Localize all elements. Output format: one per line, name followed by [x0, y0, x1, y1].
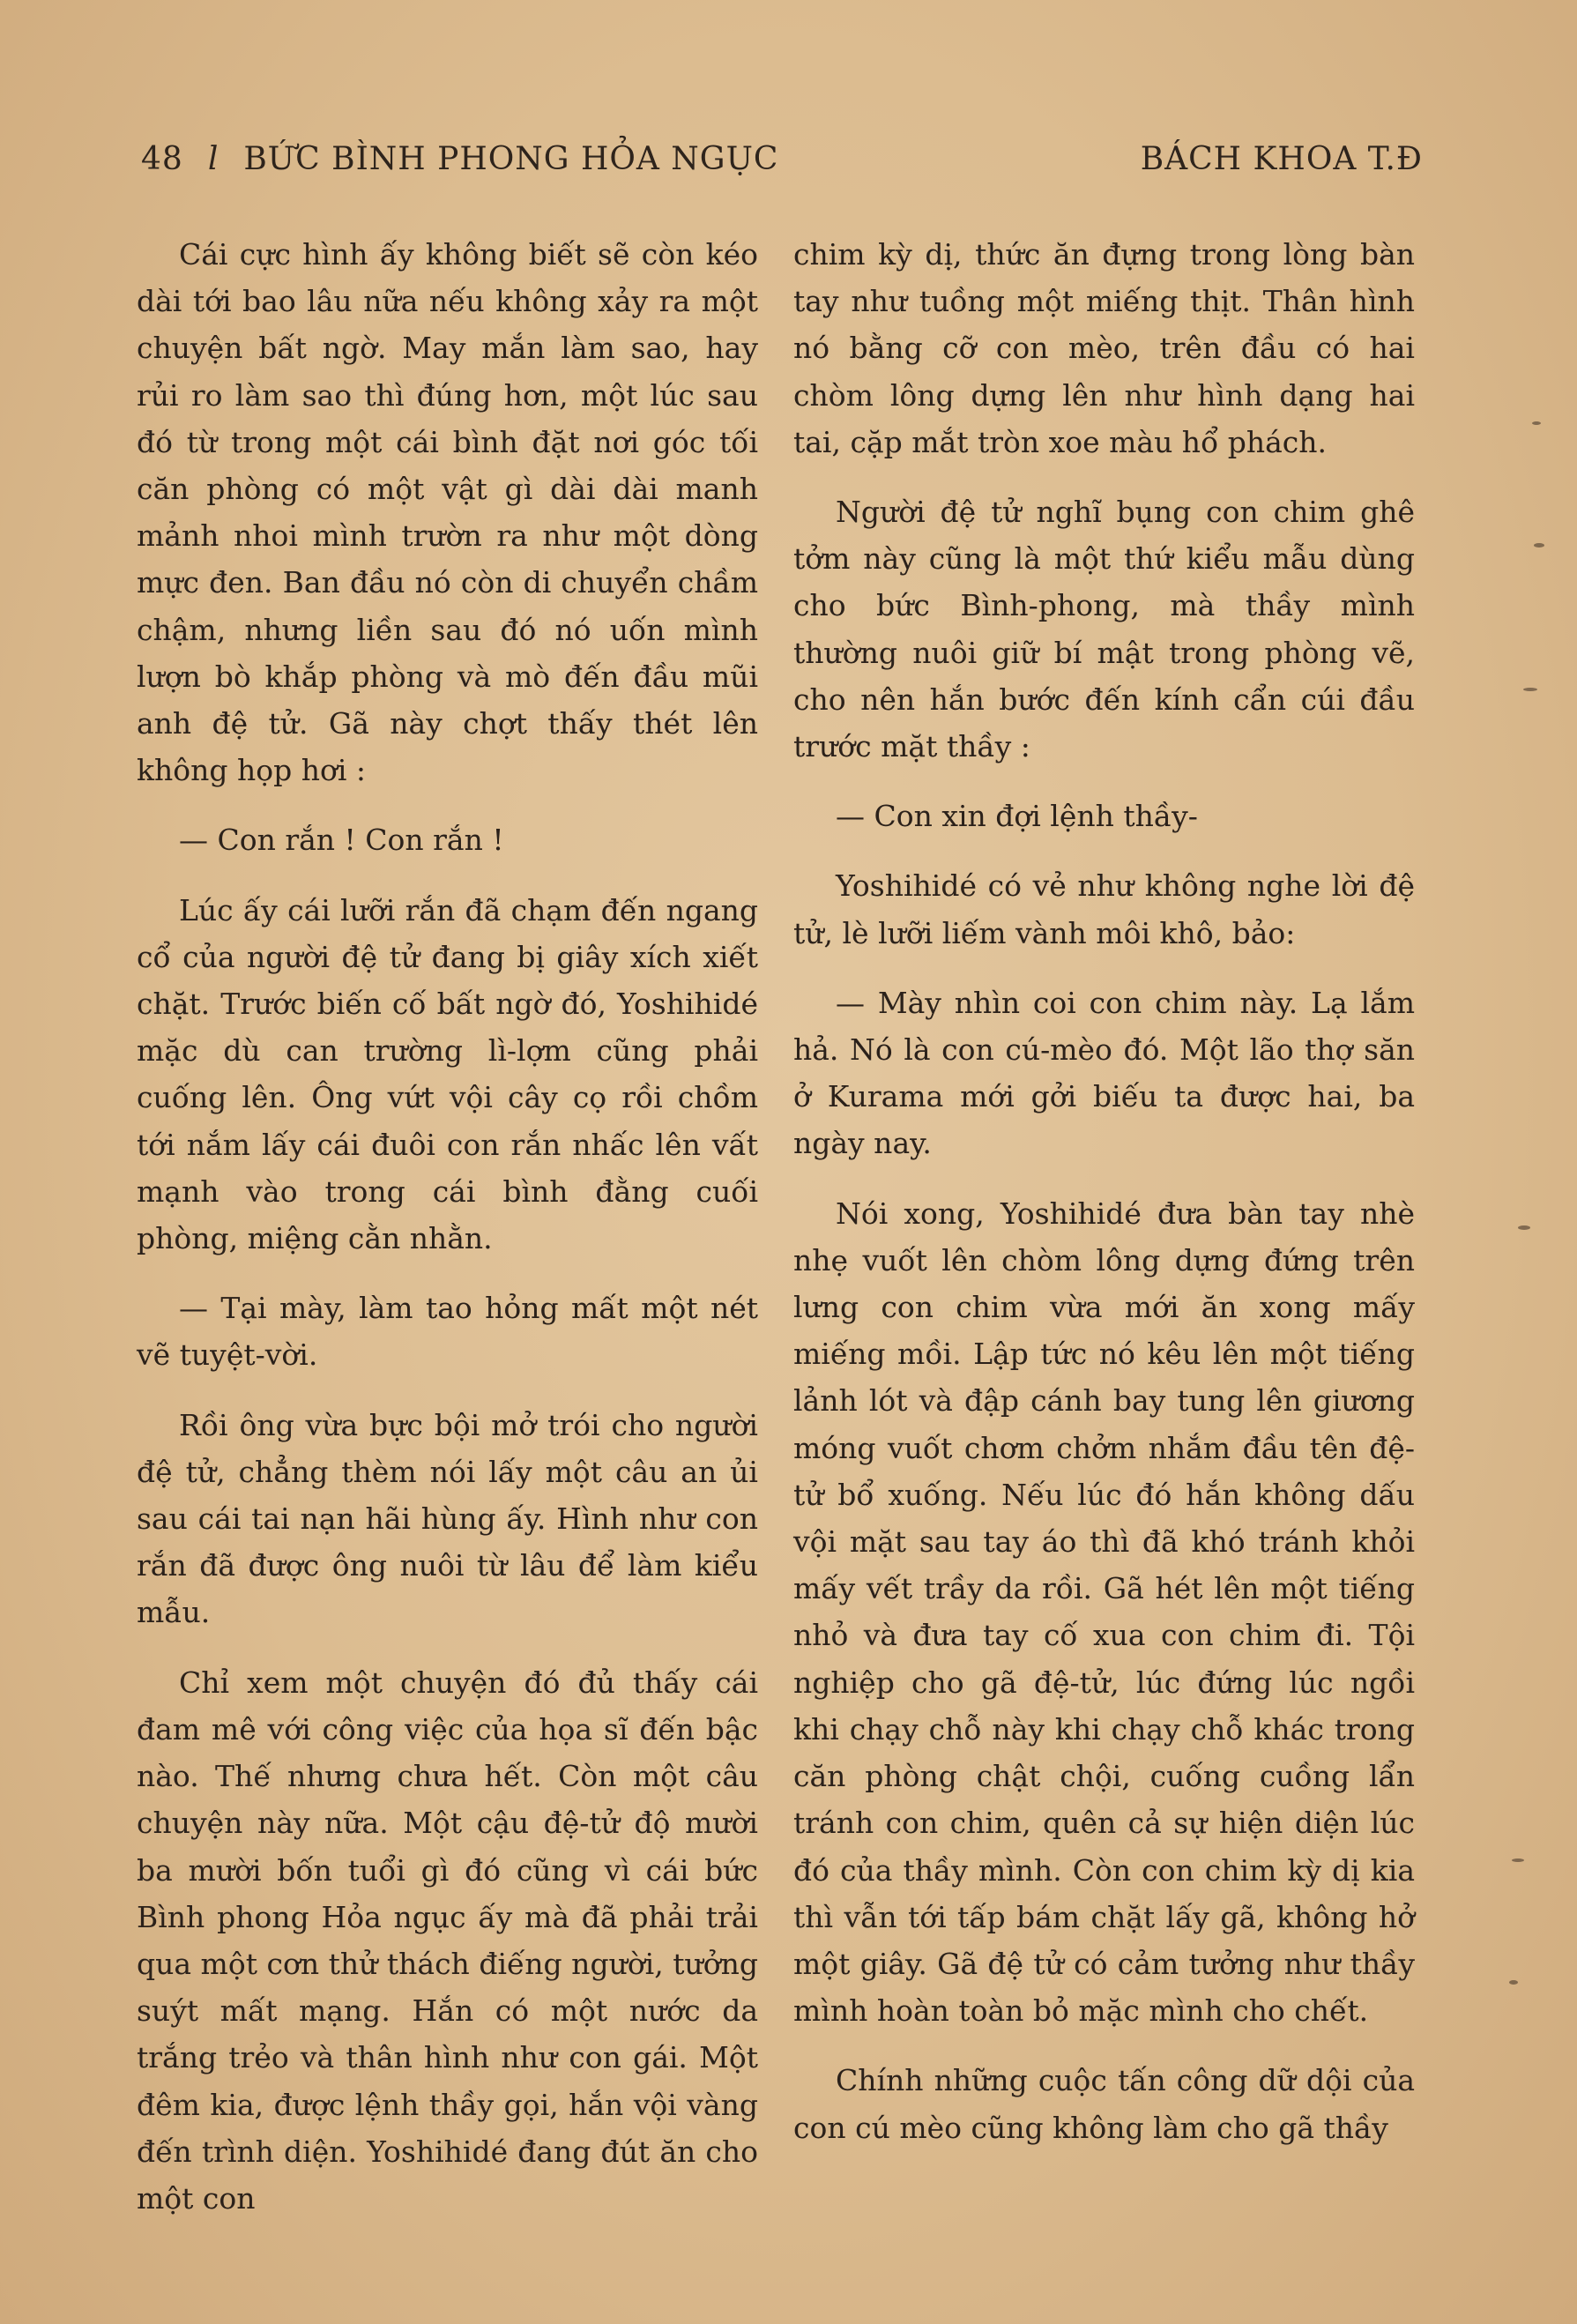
paragraph: Chính những cuộc tấn công dữ dội của con cú mèo cũng không làm cho gã thầy	[793, 2063, 1415, 2145]
running-title: BỨC BÌNH PHONG HỎA NGỤC	[243, 140, 779, 177]
dialogue-line: — Con rắn ! Con rắn !	[179, 823, 504, 858]
paper-speck	[1534, 543, 1544, 547]
page-number: 48	[141, 140, 183, 177]
paragraph: chim kỳ dị, thức ăn đựng trong lòng bàn tay như tuồng một miếng thịt. Thân hình nó bằng cỡ con mèo, trên đầu có hai chòm lông dựng lên như hình dạng hai tai, cặp mắt tròn xoe màu hổ phách.	[793, 237, 1415, 459]
right-column	[793, 231, 1415, 2151]
paper-speck	[1532, 421, 1541, 425]
header-separator: l	[207, 140, 219, 177]
page-header	[141, 132, 1423, 185]
paragraph: Người đệ tử nghĩ bụng con chim ghê tởm này cũng là một thứ kiểu mẫu dùng cho bức Bình-phong, mà thầy mình thường nuôi giữ bí mật trong phòng vẽ, cho nên hắn bước đến kính cẩn cúi đầu trước mặt thầy :	[793, 495, 1415, 764]
dialogue-line: — Con xin đợi lệnh thầy-	[836, 799, 1198, 834]
paper-speck	[1523, 688, 1537, 691]
paragraph: Chỉ xem một chuyện đó đủ thấy cái đam mê với công việc của họa sĩ đến bậc nào. Thế nhưng chưa hết. Còn một câu chuyện này nữa. Một cậu đệ-tử độ mười ba mười bốn tuổi gì đó cũng vì cái bức Bình phong Hỏa ngục ấy mà đã phải trải qua một cơn thử thách điếng người, tưởng suýt mất mạng. Hắn có một nước da trắng trẻo và thân hình như con gái. Một đêm kia, được lệnh thầy gọi, hắn vội vàng đến trình diện. Yoshihidé đang đút ăn cho một con	[137, 1665, 758, 2216]
paper-speck	[1509, 1980, 1518, 1985]
left-column	[137, 231, 758, 2222]
paragraph: Lúc ấy cái lưỡi rắn đã chạm đến ngang cổ của người đệ tử đang bị giây xích xiết chặt. Trước biến cố bất ngờ đó, Yoshihidé mặc dù can trường lì-lợm cũng phải cuống lên. Ông vứt vội cây cọ rồi chồm tới nắm lấy cái đuôi con rắn nhấc lên vất mạnh vào trong cái bình đằng cuối phòng, miệng cằn nhằn.	[137, 892, 758, 1256]
paragraph: Nói xong, Yoshihidé đưa bàn tay nhè nhẹ vuốt lên chòm lông dựng đứng trên lưng con chim vừa mới ăn xong mấy miếng mồi. Lập tức nó kêu lên một tiếng lảnh lót và đập cánh bay tung lên giương móng vuốt chơm chởm nhắm đầu tên đệ-tử bổ xuống. Nếu lúc đó hắn không dấu vội mặt sau tay áo thì đã khó tránh khỏi mấy vết trầy da rồi. Gã hét lên một tiếng nhỏ và đưa tay cố xua con chim đi. Tội nghiệp cho gã đệ-tử, lúc đứng lúc ngồi khi chạy chỗ này khi chạy chỗ khác trong căn phòng chật chội, cuống cuồng lẩn tránh con chim, quên cả sự hiện diện lúc đó của thầy mình. Còn con chim kỳ dị kia thì vẫn tới tấp bám chặt lấy gã, không hở một giây. Gã đệ tử có cảm tưởng như thầy mình hoàn toàn bỏ mặc mình cho chết.	[793, 1196, 1415, 2029]
dialogue-line: — Mày nhìn coi con chim này. Lạ lắm hả. Nó là con cú-mèo đó. Một lão thợ săn ở Kurama mới gởi biếu ta được hai, ba ngày nay.	[793, 985, 1415, 1161]
magazine-name: BÁCH KHOA T.Đ	[1140, 140, 1423, 177]
paragraph: Cái cực hình ấy không biết sẽ còn kéo dài tới bao lâu nữa nếu không xảy ra một chuyện bất ngờ. May mắn làm sao, hay rủi ro làm sao thì đúng hơn, một lúc sau đó từ trong một cái bình đặt nơi góc tối căn phòng có một vật gì dài dài manh mảnh nhoi mình trườn ra như một dòng mực đen. Ban đầu nó còn di chuyển chầm chậm, nhưng liền sau đó nó uốn mình lượn bò khắp phòng và mò đến đầu mũi anh đệ tử. Gã này chợt thấy thét lên không họp hơi :	[137, 237, 758, 788]
paragraph: Rồi ông vừa bực bội mở trói cho người đệ tử, chẳng thèm nói lấy một câu an ủi sau cái tai nạn hãi hùng ấy. Hình như con rắn đã được ông nuôi từ lâu để làm kiểu mẫu.	[137, 1407, 758, 1630]
dialogue-line: — Tại mày, làm tao hỏng mất một nét vẽ tuyệt-vời.	[137, 1291, 758, 1373]
paragraph: Yoshihidé có vẻ như không nghe lời đệ tử, lè lưỡi liếm vành môi khô, bảo:	[793, 868, 1415, 950]
paper-speck	[1518, 1225, 1530, 1230]
paper-speck	[1512, 1858, 1524, 1862]
